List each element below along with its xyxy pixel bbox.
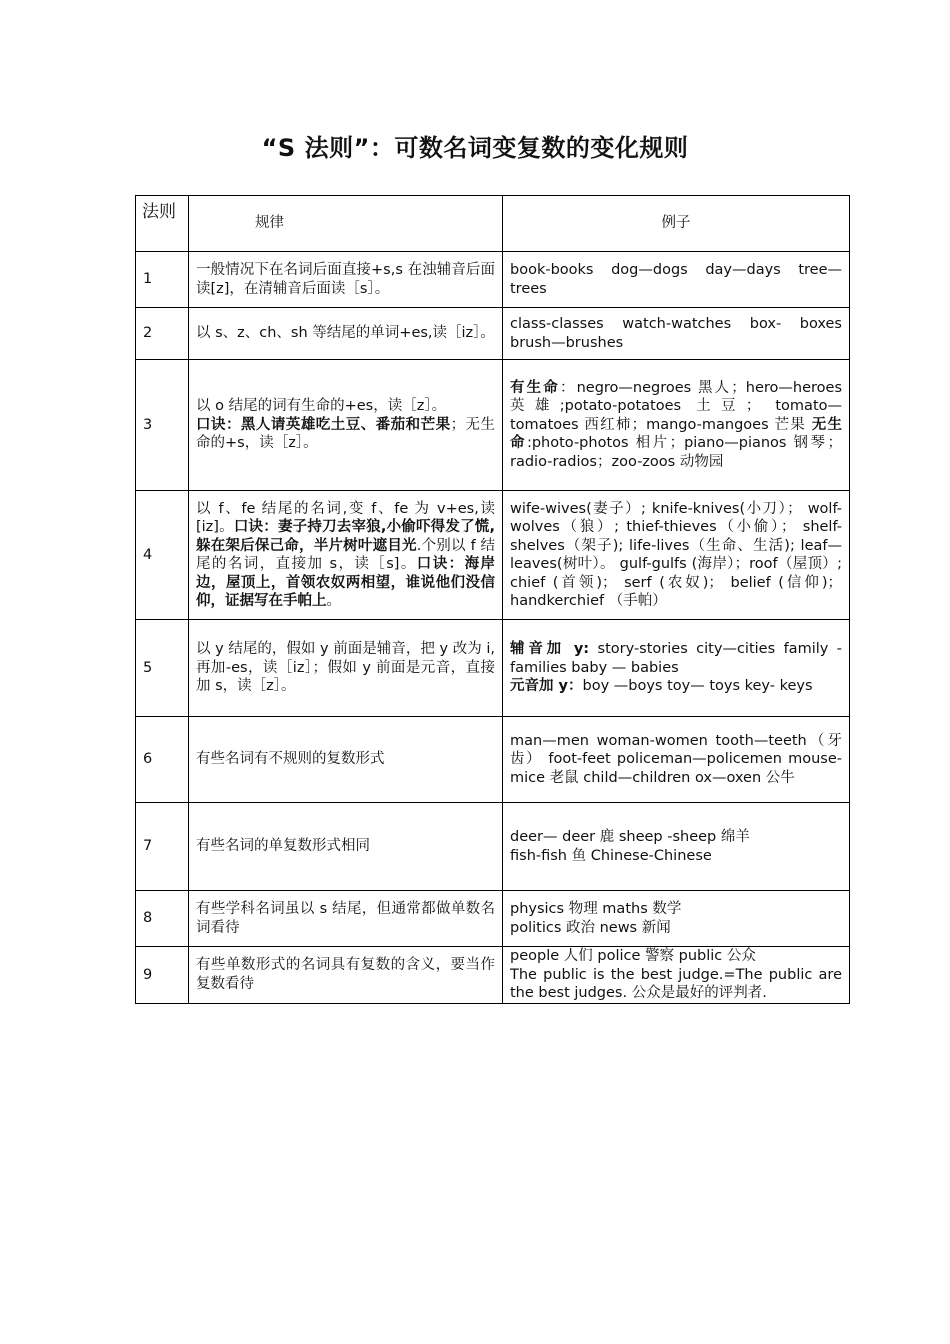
table-header-row [136,196,850,252]
example-text [503,891,850,947]
rule-number: 5 [136,620,189,717]
plural-rules-table [135,195,850,1004]
example-label: 辅音加 y: [510,641,590,658]
rule-number: 7 [136,803,189,891]
table-row [136,252,850,308]
example-line: people 人们 police 警察 public 公众 [510,948,756,964]
example-label: 元音加 y： [510,678,583,695]
rule-text-part: 。 [326,593,341,609]
example-part: ：negro—negroes 黑人；hero—heroes 英雄;potato-potatoes 土豆； tomato—tomatoes 西红柿；mango-mangoes 芒果 [510,379,843,433]
rule-number: 3 [136,360,189,491]
example-text [503,620,850,717]
rule-number: 1 [136,252,189,308]
example-text: book-books dog—dogs day—days tree— trees [503,252,850,308]
example-line: physics 物理 maths 数学 [510,901,682,917]
example-line: The public is the best judge.=The public are the best judges. 公众是最好的评判者. [510,966,842,1001]
rule-text [189,491,503,620]
rule-text: 有些单数形式的名词具有复数的含义，要当作复数看待 [189,947,503,1004]
rule-text-part: .个别以 f 结尾的名词，直接加 s，读［s]。 [196,537,496,572]
example-text: class-classes watch-watches box- boxes brush—brushes [503,308,850,360]
rule-number: 4 [136,491,189,620]
rule-number: 8 [136,891,189,947]
rule-text: 有些学科名词虽以 s 结尾，但通常都做单数名词看待 [189,891,503,947]
rule-text: 一般情况下在名词后面直接+s,s 在浊辅音后面读[z]，在清辅音后面读［s］。 [189,252,503,308]
example-part: :photo-photos 相片；piano—pianos 钢琴； radio-radios；zoo-zoos 动物园 [510,435,842,470]
table-row [136,360,850,491]
example-text [503,360,850,491]
header-examples: 例子 [503,196,850,252]
header-rule-number: 法则 [136,196,189,252]
example-line: deer— deer 鹿 sheep -sheep 绵羊 [510,829,750,845]
rule-number: 2 [136,308,189,360]
rule-number: 6 [136,717,189,803]
table-row [136,717,850,803]
rule-text: 有些名词的单复数形式相同 [189,803,503,891]
table-row [136,891,850,947]
table-row [136,947,850,1004]
example-label: 有生命 [510,379,560,396]
table-row [136,803,850,891]
example-line: fish-fish 鱼 Chinese-Chinese [510,847,712,864]
header-pattern: 规律 [189,196,503,252]
example-line: politics 政治 news 新闻 [510,919,671,936]
rule-text-part: ；无生命的+s，读［z］。 [196,416,496,452]
mnemonic-text: 口诀：海岸边，屋顶上，首领农奴两相望，谁说他们没信仰，证据写在手帕上 [196,556,496,609]
rule-text: 以 y 结尾的，假如 y 前面是辅音，把 y 改为 i,再加-es，读［iz］；假如 y 前面是元音，直接加 s，读［z］。 [189,620,503,717]
table-row [136,308,850,360]
rule-text-part: 以 f、fe 结尾的名词,变 f、fe 为 v+es,读[iz]。 [196,500,495,535]
table-row [136,620,850,717]
example-label: 无生命 [510,416,842,452]
rule-text: 以 s、z、ch、sh 等结尾的单词+es,读［iz］。 [189,308,503,360]
rule-text-part: 以 o 结尾的词有生命的+es，读［z］。 [196,398,447,415]
example-text: wife-wives(妻子）; knife-knives(小刀）； wolf-wolves（狼）; thief-thieves（小偷）； shelf-shelves（架子); life-lives（生命、生活); leaf—leaves(树叶）。 gulf-gulfs (海岸）；roof（屋顶）; chief (首领)； serf (农奴)； belief (信仰)； handkerchief （手帕） [503,491,850,620]
page-title: “S 法则”：可数名词变复数的变化规则 [261,134,689,162]
example-part: story-stories city—cities family -families baby — babies [510,641,842,676]
rule-text: 有些名词有不规则的复数形式 [189,717,503,803]
mnemonic-text: 口诀：黑人请英雄吃土豆、番茄和芒果 [196,416,451,433]
rule-number: 9 [136,947,189,1004]
example-text [503,947,850,1004]
example-text [503,803,850,891]
table-row [136,491,850,620]
mnemonic-text: 口诀：妻子持刀去宰狼,小偷吓得发了慌,躲在架后保己命，半片树叶遮目光 [196,519,495,554]
example-text: man—men woman-women tooth—teeth（牙齿） foot-feet policeman—policemen mouse-mice 老鼠 child—children ox—oxen 公牛 [503,717,850,803]
example-part: boy —boys toy— toys key- keys [582,678,813,695]
rule-text [189,360,503,491]
